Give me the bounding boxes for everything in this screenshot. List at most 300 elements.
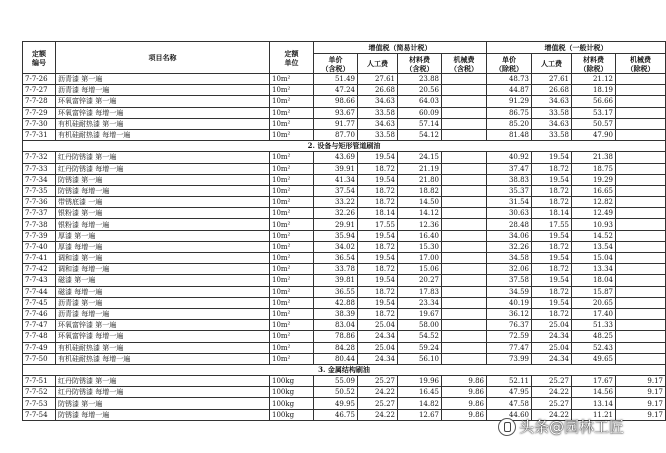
- value-cell: 24.22: [358, 409, 398, 420]
- name-cell: 红丹防锈漆 每增一遍: [56, 163, 270, 174]
- value-cell: 25.04: [532, 320, 572, 331]
- value-cell: 33.58: [358, 129, 398, 140]
- value-cell: 38.83: [487, 174, 532, 185]
- value-cell: [442, 286, 487, 297]
- value-cell: [616, 320, 666, 331]
- value-cell: 16.65: [572, 185, 616, 196]
- unit-cell: 10m²: [270, 118, 314, 129]
- table-row: [23, 353, 666, 364]
- name-cell: 防锈漆 第一遍: [56, 174, 270, 185]
- value-cell: 47.58: [487, 398, 532, 409]
- value-cell: 52.43: [572, 342, 616, 353]
- unit-cell: 10m²: [270, 185, 314, 196]
- watermark: [498, 416, 624, 437]
- value-cell: 19.54: [532, 297, 572, 308]
- name-cell: 有机硅耐热漆 第一遍: [56, 342, 270, 353]
- value-cell: 24.34: [532, 331, 572, 342]
- table-row: [23, 74, 666, 85]
- section-row: [23, 364, 666, 375]
- value-cell: 32.26: [314, 208, 358, 219]
- value-cell: 40.19: [487, 297, 532, 308]
- value-cell: 18.72: [532, 197, 572, 208]
- name-cell: 沥青漆 每增一遍: [56, 85, 270, 96]
- value-cell: 9.17: [616, 398, 666, 409]
- header-material-excl: 材料费 （除税）: [572, 54, 616, 74]
- value-cell: [442, 353, 487, 364]
- table-body: [23, 74, 666, 421]
- value-cell: 46.75: [314, 409, 358, 420]
- value-cell: 24.34: [358, 331, 398, 342]
- value-cell: 57.14: [398, 118, 442, 129]
- value-cell: 25.04: [358, 320, 398, 331]
- value-cell: 18.14: [358, 208, 398, 219]
- unit-cell: 100kg: [270, 409, 314, 420]
- value-cell: 36.54: [314, 253, 358, 264]
- code-cell: 7-7-41: [23, 253, 56, 264]
- value-cell: 12.82: [572, 197, 616, 208]
- value-cell: 17.83: [398, 286, 442, 297]
- value-cell: 72.59: [487, 331, 532, 342]
- table-row: [23, 107, 666, 118]
- name-cell: 厚漆 每增一遍: [56, 241, 270, 252]
- unit-cell: 10m²: [270, 74, 314, 85]
- value-cell: [442, 253, 487, 264]
- value-cell: 98.66: [314, 96, 358, 107]
- unit-cell: 10m²: [270, 96, 314, 107]
- value-cell: [616, 74, 666, 85]
- value-cell: 32.06: [487, 264, 532, 275]
- value-cell: 47.90: [572, 129, 616, 140]
- value-cell: 19.54: [358, 253, 398, 264]
- value-cell: 34.59: [487, 286, 532, 297]
- value-cell: [616, 163, 666, 174]
- value-cell: 83.04: [314, 320, 358, 331]
- value-cell: 59.24: [398, 342, 442, 353]
- value-cell: 51.49: [314, 74, 358, 85]
- value-cell: [442, 275, 487, 286]
- name-cell: 环氧富锌漆 第一遍: [56, 320, 270, 331]
- value-cell: [616, 85, 666, 96]
- value-cell: 19.54: [358, 275, 398, 286]
- value-cell: 18.72: [358, 163, 398, 174]
- value-cell: 60.09: [398, 107, 442, 118]
- section-label: 2. 设备与矩形管道刷油: [23, 141, 666, 152]
- table-row: [23, 308, 666, 319]
- unit-cell: 10m²: [270, 241, 314, 252]
- value-cell: 24.15: [398, 152, 442, 163]
- name-cell: 银粉漆 每增一遍: [56, 219, 270, 230]
- value-cell: 9.86: [442, 376, 487, 387]
- value-cell: 91.29: [487, 96, 532, 107]
- value-cell: 47.95: [487, 387, 532, 398]
- table-row: [23, 219, 666, 230]
- code-cell: 7-7-40: [23, 241, 56, 252]
- value-cell: 39.81: [314, 275, 358, 286]
- value-cell: [442, 129, 487, 140]
- value-cell: 34.58: [487, 253, 532, 264]
- value-cell: 49.65: [572, 353, 616, 364]
- value-cell: 9.86: [442, 398, 487, 409]
- value-cell: 24.22: [532, 409, 572, 420]
- table-row: [23, 163, 666, 174]
- value-cell: 25.04: [358, 342, 398, 353]
- value-cell: 18.72: [358, 241, 398, 252]
- value-cell: 56.10: [398, 353, 442, 364]
- value-cell: 15.04: [572, 253, 616, 264]
- value-cell: 20.65: [572, 297, 616, 308]
- value-cell: 27.61: [358, 74, 398, 85]
- value-cell: 24.22: [358, 387, 398, 398]
- value-cell: 9.17: [616, 387, 666, 398]
- value-cell: 39.91: [314, 163, 358, 174]
- header-name: 项目名称: [56, 42, 270, 74]
- value-cell: 10.93: [572, 219, 616, 230]
- table-row: [23, 185, 666, 196]
- value-cell: [616, 353, 666, 364]
- code-cell: 7-7-33: [23, 163, 56, 174]
- value-cell: 28.48: [487, 219, 532, 230]
- value-cell: 34.63: [358, 96, 398, 107]
- unit-cell: 10m²: [270, 264, 314, 275]
- code-cell: 7-7-45: [23, 297, 56, 308]
- unit-cell: 10m²: [270, 286, 314, 297]
- value-cell: 18.72: [358, 286, 398, 297]
- header-labor-general: 人工费: [532, 54, 572, 74]
- value-cell: 18.75: [572, 163, 616, 174]
- value-cell: [442, 174, 487, 185]
- value-cell: 40.92: [487, 152, 532, 163]
- value-cell: [616, 286, 666, 297]
- value-cell: [616, 197, 666, 208]
- table-row: [23, 230, 666, 241]
- name-cell: 环氧富锌漆 每增一遍: [56, 331, 270, 342]
- value-cell: 15.30: [398, 241, 442, 252]
- value-cell: 21.38: [572, 152, 616, 163]
- value-cell: 19.54: [358, 152, 398, 163]
- value-cell: [442, 152, 487, 163]
- value-cell: 24.34: [358, 353, 398, 364]
- table-row: [23, 118, 666, 129]
- value-cell: [442, 85, 487, 96]
- value-cell: 19.54: [358, 174, 398, 185]
- unit-cell: 10m²: [270, 85, 314, 96]
- value-cell: 21.12: [572, 74, 616, 85]
- unit-cell: 10m²: [270, 308, 314, 319]
- value-cell: 84.28: [314, 342, 358, 353]
- value-cell: 33.78: [314, 264, 358, 275]
- unit-cell: 10m²: [270, 197, 314, 208]
- value-cell: 20.56: [398, 85, 442, 96]
- value-cell: 47.24: [314, 85, 358, 96]
- value-cell: 23.88: [398, 74, 442, 85]
- value-cell: 18.72: [358, 185, 398, 196]
- table-row: [23, 275, 666, 286]
- unit-cell: 10m²: [270, 163, 314, 174]
- value-cell: 76.37: [487, 320, 532, 331]
- value-cell: 37.54: [314, 185, 358, 196]
- value-cell: 14.12: [398, 208, 442, 219]
- value-cell: 15.87: [572, 286, 616, 297]
- value-cell: 86.75: [487, 107, 532, 118]
- value-cell: 42.88: [314, 297, 358, 308]
- header-group-simple: 增值税（简易计税）: [314, 42, 487, 54]
- unit-cell: 10m²: [270, 230, 314, 241]
- header-price-excl: 单价 （除税）: [487, 54, 532, 74]
- value-cell: 19.54: [532, 275, 572, 286]
- code-cell: 7-7-28: [23, 96, 56, 107]
- value-cell: 18.14: [532, 208, 572, 219]
- value-cell: [442, 230, 487, 241]
- unit-cell: 10m²: [270, 353, 314, 364]
- table-row: [23, 253, 666, 264]
- value-cell: 48.25: [572, 331, 616, 342]
- value-cell: [442, 107, 487, 118]
- value-cell: 19.96: [398, 376, 442, 387]
- code-cell: 7-7-31: [23, 129, 56, 140]
- value-cell: [442, 118, 487, 129]
- avatar-icon: [498, 418, 516, 436]
- name-cell: 磁漆 每增一遍: [56, 286, 270, 297]
- value-cell: 52.11: [487, 376, 532, 387]
- code-cell: 7-7-50: [23, 353, 56, 364]
- unit-cell: 10m²: [270, 152, 314, 163]
- value-cell: 93.67: [314, 107, 358, 118]
- value-cell: 44.60: [487, 409, 532, 420]
- table-row: [23, 152, 666, 163]
- value-cell: 26.68: [358, 85, 398, 96]
- value-cell: 53.17: [572, 107, 616, 118]
- value-cell: 12.67: [398, 409, 442, 420]
- unit-cell: 10m²: [270, 129, 314, 140]
- code-cell: 7-7-29: [23, 107, 56, 118]
- value-cell: 58.00: [398, 320, 442, 331]
- header-code: 定额 编号: [23, 42, 56, 74]
- header-machine-incl: 机械费 （含税）: [442, 54, 487, 74]
- value-cell: 29.91: [314, 219, 358, 230]
- unit-cell: 10m²: [270, 219, 314, 230]
- unit-cell: 10m²: [270, 253, 314, 264]
- name-cell: 调和漆 每增一遍: [56, 264, 270, 275]
- value-cell: 31.54: [487, 197, 532, 208]
- value-cell: 21.80: [398, 174, 442, 185]
- value-cell: [616, 331, 666, 342]
- value-cell: 48.73: [487, 74, 532, 85]
- value-cell: 77.47: [487, 342, 532, 353]
- value-cell: 18.72: [532, 308, 572, 319]
- value-cell: [442, 297, 487, 308]
- value-cell: 25.27: [358, 376, 398, 387]
- header-machine-excl: 机械费 （除税）: [616, 54, 666, 74]
- table-row: [23, 286, 666, 297]
- value-cell: 81.48: [487, 129, 532, 140]
- value-cell: 18.72: [358, 197, 398, 208]
- table-row: [23, 320, 666, 331]
- value-cell: 34.06: [487, 230, 532, 241]
- value-cell: 17.55: [358, 219, 398, 230]
- table-row: [23, 398, 666, 409]
- value-cell: 33.58: [532, 129, 572, 140]
- value-cell: [442, 74, 487, 85]
- value-cell: 33.58: [532, 107, 572, 118]
- unit-cell: 100kg: [270, 387, 314, 398]
- name-cell: 有机硅耐热漆 每增一遍: [56, 353, 270, 364]
- unit-cell: 10m²: [270, 208, 314, 219]
- value-cell: [616, 308, 666, 319]
- value-cell: 34.63: [532, 96, 572, 107]
- name-cell: 防锈漆 第一遍: [56, 398, 270, 409]
- value-cell: 21.19: [398, 163, 442, 174]
- value-cell: 17.55: [532, 219, 572, 230]
- value-cell: 41.34: [314, 174, 358, 185]
- value-cell: 55.09: [314, 376, 358, 387]
- name-cell: 环氧富锌漆 每增一遍: [56, 107, 270, 118]
- code-cell: 7-7-48: [23, 331, 56, 342]
- value-cell: [442, 163, 487, 174]
- value-cell: 18.72: [532, 163, 572, 174]
- header-labor: 人工费: [358, 54, 398, 74]
- value-cell: [616, 264, 666, 275]
- unit-cell: 10m²: [270, 107, 314, 118]
- value-cell: 24.22: [532, 387, 572, 398]
- value-cell: 18.19: [572, 85, 616, 96]
- value-cell: 34.02: [314, 241, 358, 252]
- value-cell: 37.47: [487, 163, 532, 174]
- code-cell: 7-7-32: [23, 152, 56, 163]
- value-cell: [616, 230, 666, 241]
- code-cell: 7-7-38: [23, 219, 56, 230]
- code-cell: 7-7-34: [23, 174, 56, 185]
- value-cell: 54.52: [398, 331, 442, 342]
- value-cell: [616, 107, 666, 118]
- value-cell: 23.34: [398, 297, 442, 308]
- value-cell: 17.00: [398, 253, 442, 264]
- name-cell: 防锈漆 每增一遍: [56, 409, 270, 420]
- value-cell: 18.72: [532, 286, 572, 297]
- value-cell: [616, 118, 666, 129]
- unit-cell: 10m²: [270, 331, 314, 342]
- value-cell: 9.86: [442, 387, 487, 398]
- value-cell: 13.54: [572, 241, 616, 252]
- value-cell: 17.67: [572, 376, 616, 387]
- name-cell: 有机硅耐热漆 第一遍: [56, 118, 270, 129]
- value-cell: 16.45: [398, 387, 442, 398]
- value-cell: 17.40: [572, 308, 616, 319]
- code-cell: 7-7-42: [23, 264, 56, 275]
- value-cell: [616, 253, 666, 264]
- value-cell: 25.04: [532, 342, 572, 353]
- value-cell: 80.44: [314, 353, 358, 364]
- value-cell: 64.03: [398, 96, 442, 107]
- value-cell: [616, 129, 666, 140]
- value-cell: 50.52: [314, 387, 358, 398]
- value-cell: 18.72: [358, 264, 398, 275]
- value-cell: 85.20: [487, 118, 532, 129]
- value-cell: 20.27: [398, 275, 442, 286]
- table-row: [23, 85, 666, 96]
- value-cell: 19.54: [532, 174, 572, 185]
- value-cell: 14.52: [572, 230, 616, 241]
- table-row: [23, 174, 666, 185]
- value-cell: 19.54: [532, 230, 572, 241]
- value-cell: 25.27: [532, 398, 572, 409]
- value-cell: 12.36: [398, 219, 442, 230]
- table-row: [23, 129, 666, 140]
- value-cell: [616, 152, 666, 163]
- value-cell: [616, 208, 666, 219]
- unit-cell: 10m²: [270, 342, 314, 353]
- value-cell: 35.94: [314, 230, 358, 241]
- name-cell: 银粉漆 第一遍: [56, 208, 270, 219]
- name-cell: 有机硅耐热漆 每增一遍: [56, 129, 270, 140]
- value-cell: 44.87: [487, 85, 532, 96]
- value-cell: 18.04: [572, 275, 616, 286]
- name-cell: 带锈底漆 一遍: [56, 197, 270, 208]
- code-cell: 7-7-46: [23, 308, 56, 319]
- value-cell: 26.68: [532, 85, 572, 96]
- value-cell: [442, 342, 487, 353]
- value-cell: 43.69: [314, 152, 358, 163]
- value-cell: 12.49: [572, 208, 616, 219]
- table-row: [23, 342, 666, 353]
- value-cell: 14.56: [572, 387, 616, 398]
- code-cell: 7-7-39: [23, 230, 56, 241]
- value-cell: 34.63: [358, 118, 398, 129]
- value-cell: 25.27: [532, 376, 572, 387]
- name-cell: 防锈漆 每增一遍: [56, 185, 270, 196]
- value-cell: 36.12: [487, 308, 532, 319]
- quota-table: [22, 41, 666, 421]
- value-cell: [616, 96, 666, 107]
- value-cell: 9.17: [616, 409, 666, 420]
- code-cell: 7-7-36: [23, 197, 56, 208]
- table-row: [23, 241, 666, 252]
- value-cell: 56.66: [572, 96, 616, 107]
- code-cell: 7-7-52: [23, 387, 56, 398]
- unit-cell: 10m²: [270, 275, 314, 286]
- value-cell: [616, 219, 666, 230]
- value-cell: [616, 342, 666, 353]
- value-cell: 25.27: [358, 398, 398, 409]
- value-cell: [442, 264, 487, 275]
- code-cell: 7-7-49: [23, 342, 56, 353]
- value-cell: 14.50: [398, 197, 442, 208]
- value-cell: 14.82: [398, 398, 442, 409]
- value-cell: 33.58: [358, 107, 398, 118]
- value-cell: 35.37: [487, 185, 532, 196]
- code-cell: 7-7-27: [23, 85, 56, 96]
- code-cell: 7-7-30: [23, 118, 56, 129]
- name-cell: 红丹防锈漆 每增一遍: [56, 387, 270, 398]
- header-material-incl: 材料费 （含税）: [398, 54, 442, 74]
- header-unit: 定额 单位: [270, 42, 314, 74]
- value-cell: 16.40: [398, 230, 442, 241]
- name-cell: 红丹防锈漆 第一遍: [56, 376, 270, 387]
- unit-cell: 100kg: [270, 376, 314, 387]
- value-cell: 73.99: [487, 353, 532, 364]
- name-cell: 调和漆 第一遍: [56, 253, 270, 264]
- value-cell: 32.26: [487, 241, 532, 252]
- value-cell: 49.95: [314, 398, 358, 409]
- name-cell: 环氧富锌漆 第一遍: [56, 96, 270, 107]
- value-cell: 9.17: [616, 376, 666, 387]
- name-cell: 磁漆 第一遍: [56, 275, 270, 286]
- code-cell: 7-7-51: [23, 376, 56, 387]
- code-cell: 7-7-35: [23, 185, 56, 196]
- value-cell: 11.21: [572, 409, 616, 420]
- code-cell: 7-7-26: [23, 74, 56, 85]
- table-row: [23, 387, 666, 398]
- value-cell: [442, 208, 487, 219]
